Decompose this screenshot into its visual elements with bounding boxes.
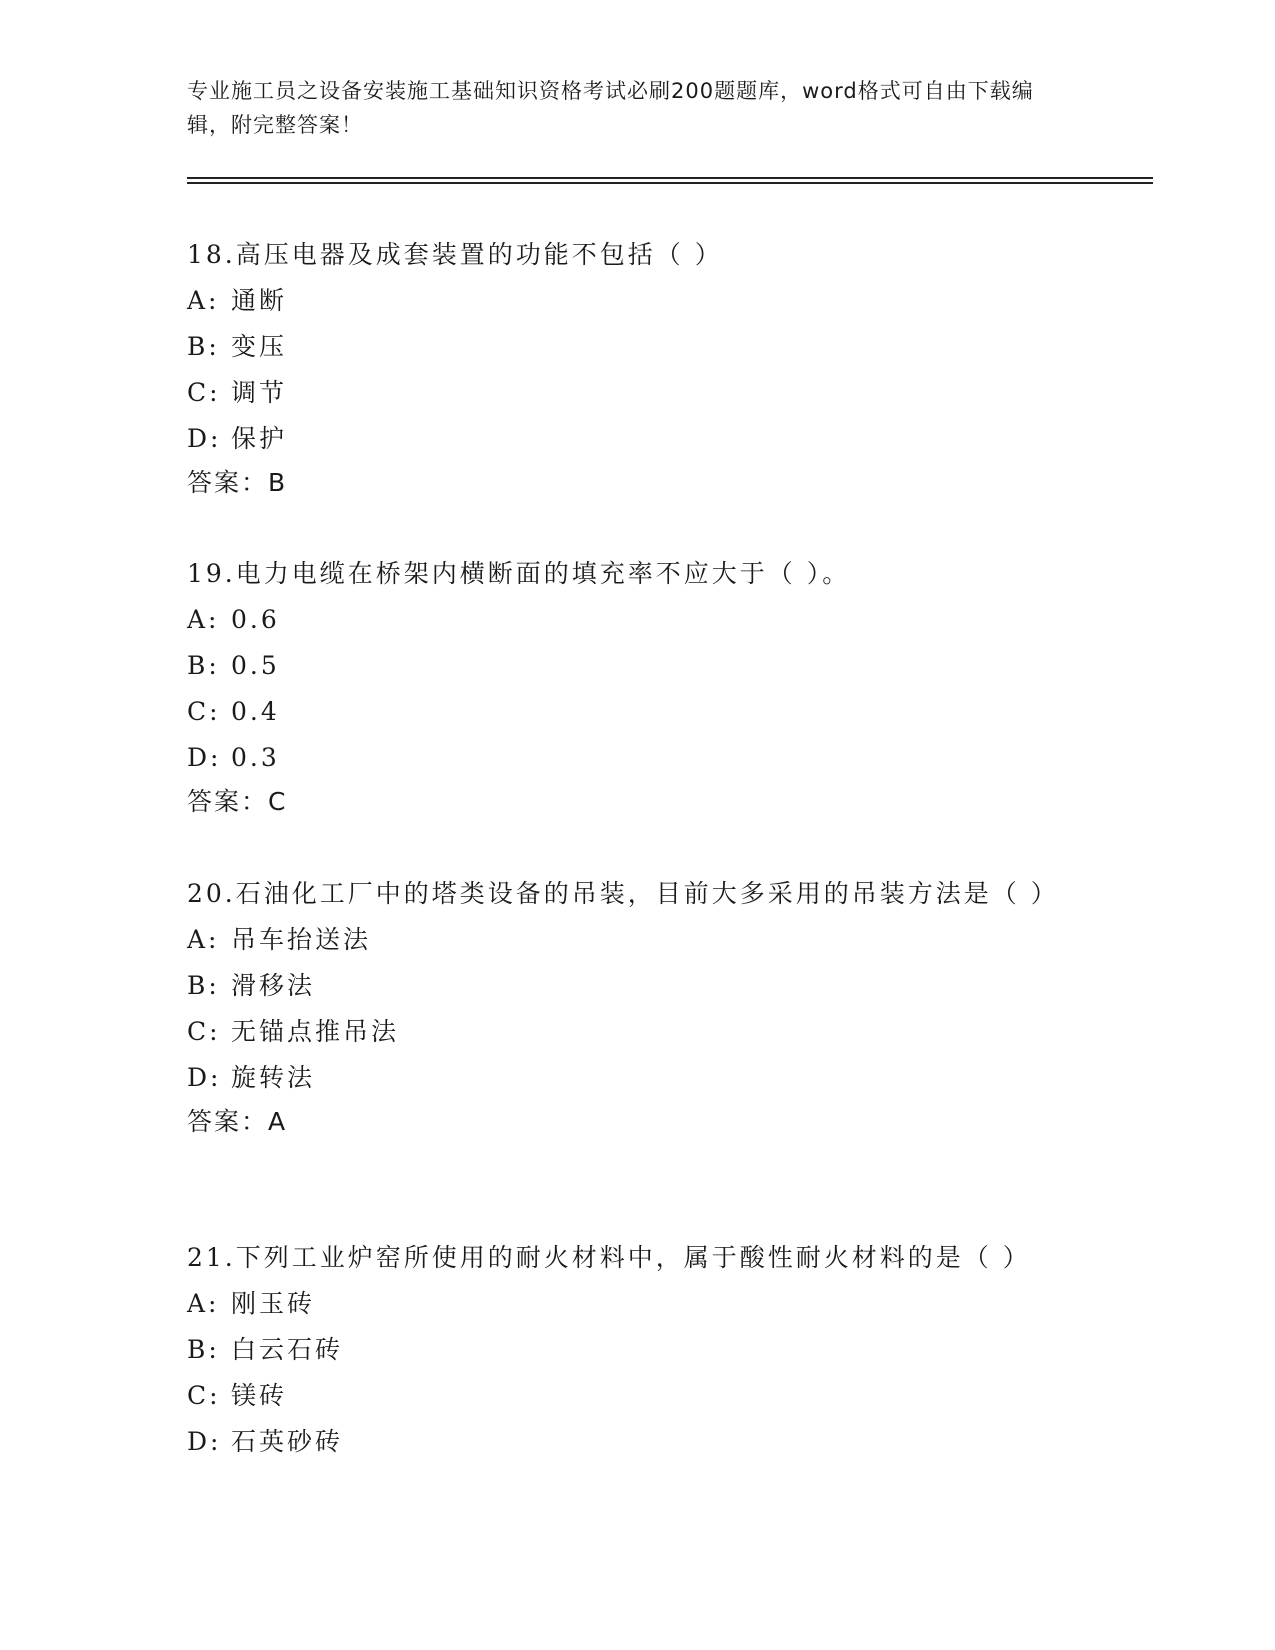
option-key: B:	[187, 651, 220, 680]
option-key: D:	[187, 424, 222, 453]
option-text: 石英砂砖	[231, 1427, 344, 1456]
header-divider-top	[187, 177, 1153, 179]
option-d	[187, 1425, 1067, 1459]
option-key: C:	[187, 697, 221, 726]
question-20	[187, 877, 1067, 1139]
option-text: 镁砖	[231, 1381, 288, 1410]
option-d	[187, 1061, 1067, 1095]
option-b	[187, 1333, 1067, 1367]
option-key: A:	[187, 925, 220, 954]
option-text: 滑移法	[231, 971, 316, 1000]
document-header	[187, 74, 1067, 142]
answer-line: 答案：C	[187, 787, 288, 816]
option-text: 通断	[231, 286, 288, 315]
option-b	[187, 969, 1067, 1003]
option-text: 0.6	[231, 605, 280, 634]
option-text: 0.3	[231, 743, 280, 772]
option-key: A:	[187, 1289, 220, 1318]
question-stem: 20.石油化工厂中的塔类设备的吊装，目前大多采用的吊装方法是（ ）	[187, 879, 1059, 908]
question-18	[187, 238, 1067, 500]
option-text: 0.5	[231, 651, 280, 680]
option-d	[187, 741, 1067, 775]
option-text: 无锚点推吊法	[231, 1017, 400, 1046]
option-key: C:	[187, 1017, 221, 1046]
option-a	[187, 603, 1067, 637]
option-key: B:	[187, 1335, 220, 1364]
header-title: 专业施工员之设备安装施工基础知识资格考试必刷200题题库，word格式可自由下载编辑，附完整答案！	[187, 79, 1034, 137]
question-stem: 18.高压电器及成套装置的功能不包括（ ）	[187, 240, 723, 269]
option-key: D:	[187, 1063, 222, 1092]
option-a	[187, 1287, 1067, 1321]
question-stem: 19.电力电缆在桥架内横断面的填充率不应大于（ ）。	[187, 559, 851, 588]
option-text: 0.4	[231, 697, 280, 726]
answer-line: 答案：B	[187, 468, 288, 497]
option-key: A:	[187, 605, 220, 634]
option-c	[187, 695, 1067, 729]
option-key: D:	[187, 743, 222, 772]
option-b	[187, 330, 1067, 364]
option-key: B:	[187, 332, 220, 361]
question-19	[187, 557, 1067, 819]
option-key: B:	[187, 971, 220, 1000]
question-21	[187, 1241, 1067, 1459]
option-c	[187, 1379, 1067, 1413]
header-divider-bottom	[187, 182, 1153, 184]
answer-line: 答案：A	[187, 1107, 288, 1136]
option-key: A:	[187, 286, 220, 315]
option-key: D:	[187, 1427, 222, 1456]
option-d	[187, 422, 1067, 456]
option-text: 变压	[231, 332, 288, 361]
option-text: 旋转法	[231, 1063, 316, 1092]
option-c	[187, 1015, 1067, 1049]
option-text: 调节	[231, 378, 288, 407]
option-b	[187, 649, 1067, 683]
option-key: C:	[187, 378, 221, 407]
option-a	[187, 923, 1067, 957]
option-text: 吊车抬送法	[231, 925, 372, 954]
question-stem: 21.下列工业炉窑所使用的耐火材料中，属于酸性耐火材料的是（ ）	[187, 1243, 1031, 1272]
option-a	[187, 284, 1067, 318]
option-key: C:	[187, 1381, 221, 1410]
option-text: 白云石砖	[231, 1335, 344, 1364]
option-text: 刚玉砖	[231, 1289, 316, 1318]
option-c	[187, 376, 1067, 410]
option-text: 保护	[231, 424, 288, 453]
